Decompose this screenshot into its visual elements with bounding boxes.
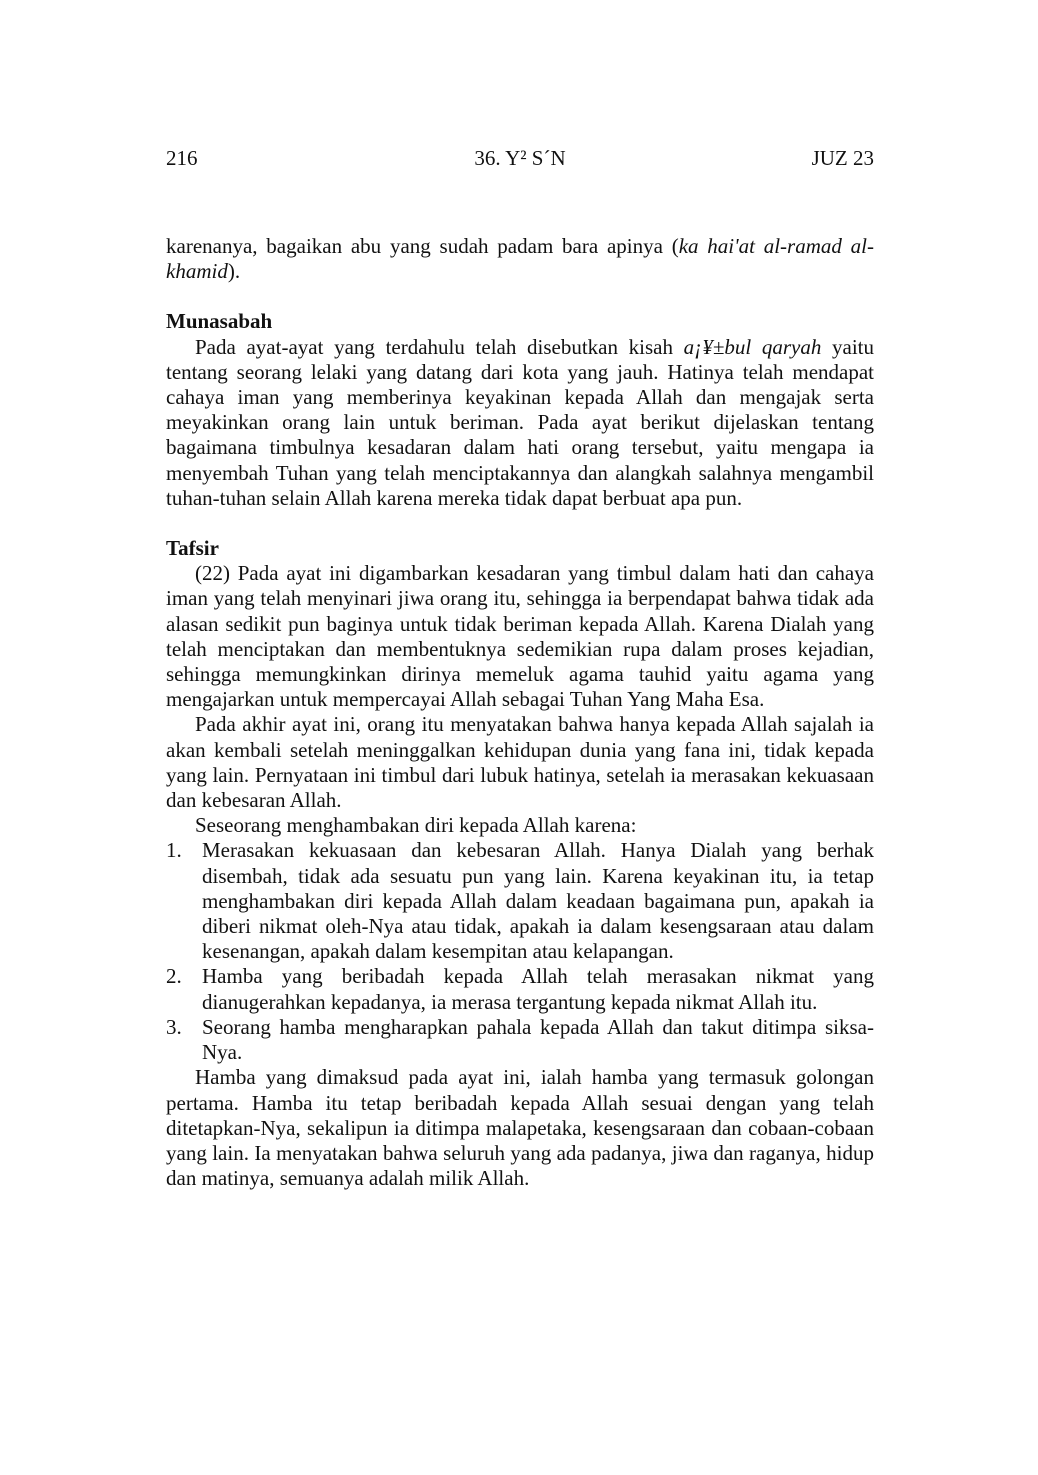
munasabah-text-end: yaitu tentang seorang lelaki yang datang dari kota yang jauh. Hatinya telah mendapat cahaya iman yang memberinya keyakinan kepada Allah dan mengajak serta meyakinkan orang lain untuk beriman. Pada ayat berikut dijelaskan tentang bagaimana timbulnya kesadaran dalam hati orang tersebut, yaitu mengapa ia menyembah Tuhan yang telah menciptakannya dan alangkah salahnya mengambil tuhan-tuhan selain Allah karena mereka tidak dapat berbuat apa pun. [166,334,874,510]
list-item-text: Merasakan kekuasaan dan kebesaran Allah. Hanya Dialah yang berhak disembah, tidak ada sesuatu pun yang lain. Karena keyakinan itu, ia tetap menghambakan diri kepada Allah dalam keadaan bagaimana pun, apakah ia diberi nikmat oleh-Nya atau tidak, apakah ia dalam kesengsaraan atau dalam kesenangan, apakah dalam kesempitan atau kelapangan. [202,838,874,964]
tafsir-paragraph-3: Seseorang menghambakan diri kepada Allah karena: [195,813,637,838]
tafsir-paragraph-2: Pada akhir ayat ini, orang itu menyatakan bahwa hanya kepada Allah sajalah ia akan kembali setelah meninggalkan kehidupan dunia yang fana ini, tidak kepada yang lain. Pernyataan ini timbul dari lubuk hatinya, setelah ia merasakan kekuasaan dan kebesaran Allah. [166,712,874,813]
list-item [166,964,874,1014]
munasabah-text-start: Pada ayat-ayat yang terdahulu telah disebutkan kisah [195,334,684,359]
page-header [166,146,874,174]
list-item-text: Hamba yang beribadah kepada Allah telah merasakan nikmat yang dianugerahkan kepadanya, ia merasa tergantung kepada nikmat Allah itu. [202,964,874,1014]
intro-paragraph [166,234,874,284]
intro-text: karenanya, bagaikan abu yang sudah padam bara apinya ( [166,234,679,258]
reasons-list [166,838,874,1065]
list-item [166,838,874,964]
munasabah-heading: Munasabah [166,309,273,334]
intro-italic: ka hai'at al-ramad al-khamid [166,234,874,284]
page-number: 216 [166,146,198,170]
surah-title: 36. Y² S´N [474,146,566,170]
list-item-number: 3. [166,1014,182,1039]
tafsir-heading: Tafsir [166,536,219,561]
tafsir-paragraph-1: (22) Pada ayat ini digambarkan kesadaran yang timbul dalam hati dan cahaya iman yang telah menyinari jiwa orang itu, sehingga ia berpendapat bahwa tidak ada alasan sedikit pun baginya untuk tidak beriman kepada Allah. Karena Dialah yang telah menciptakan dan membentuknya sedemikian rupa dalam proses kejadian, sehingga memungkinkan dirinya memeluk agama tauhid yaitu agama yang mengajarkan untuk mempercayai Allah sebagai Tuhan Yang Maha Esa. [166,561,874,712]
munasabah-paragraph [166,335,874,511]
juz-label: JUZ 23 [811,146,874,170]
list-item-number: 2. [166,964,182,989]
list-item-number: 1. [166,838,182,863]
munasabah-italic: a¡¥±bul qaryah [683,334,822,359]
page-body [166,234,874,1191]
list-item [166,1015,874,1065]
list-item-text: Seorang hamba mengharapkan pahala kepada Allah dan takut ditimpa siksa-Nya. [202,1014,874,1065]
tafsir-paragraph-4: Hamba yang dimaksud pada ayat ini, ialah hamba yang termasuk golongan pertama. Hamba itu tetap beribadah kepada Allah sesuai dengan yang telah ditetapkan-Nya, sekalipun ia ditimpa malapetaka, kesengsaraan dan cobaan-cobaan yang lain. Ia menyatakan bahwa seluruh yang ada padanya, jiwa dan raganya, hidup dan matinya, semuanya adalah milik Allah. [166,1065,874,1191]
intro-end: ). [227,259,241,284]
